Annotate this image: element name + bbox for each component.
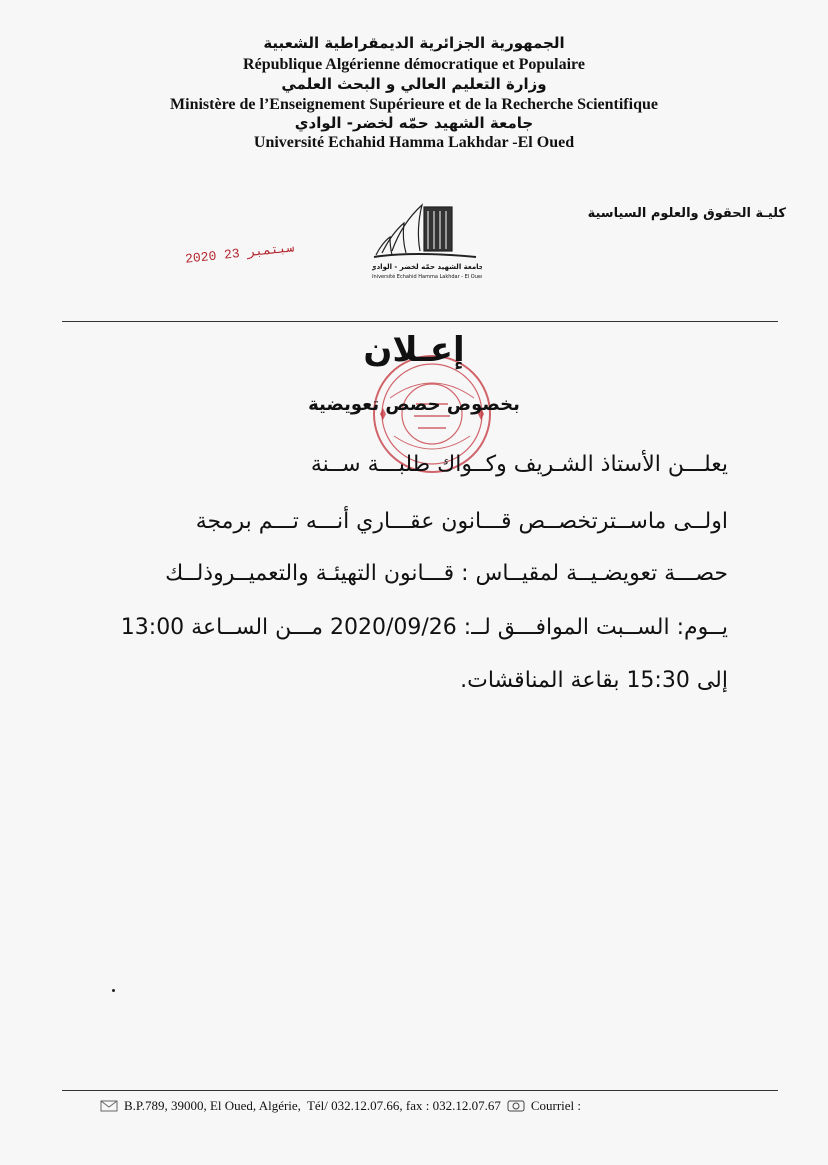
- announcement-line-2: اولــى ماســترتخصــص قـــانون عقـــاري أنـــه تـــم برمجة: [195, 509, 728, 534]
- faculty-name: كليـة الحقوق والعلوم السياسية: [587, 206, 786, 221]
- logo-ar-caption: جامعة الشهيد حمّه لخضر - الوادي: [372, 263, 482, 271]
- header-fr-republic: République Algérienne démocratique et Populaire: [243, 56, 585, 73]
- announcement-subtitle: بخصوص حصص تعويضية: [308, 394, 520, 415]
- announcement-line-4: يــوم: الســبت الموافـــق لــ: 2020/09/26 مـــن الســاعة 13:00: [120, 615, 728, 640]
- announcement-title: إعـلان: [363, 330, 465, 370]
- footer-address: B.P.789, 39000, El Oued, Algérie,: [124, 1098, 301, 1113]
- stray-dot: [112, 989, 115, 992]
- university-logo: [372, 193, 482, 283]
- announcement-line-5: إلى 15:30 بقاعة المناقشات.: [460, 668, 728, 693]
- announcement-line-1: يعلـــن الأستاذ الشـريف وكــواك طلبـــة ســنة: [310, 452, 728, 477]
- header-divider: [62, 321, 778, 322]
- mail-envelope-icon: [100, 1100, 118, 1112]
- footer-divider: [62, 1090, 778, 1091]
- footer-email-label: Courriel :: [530, 1098, 582, 1113]
- header-ar-ministry: وزارة التعليم العالي و البحث العلمي: [281, 75, 547, 93]
- email-icon: [507, 1100, 525, 1112]
- date-stamp: 2020 سبتمبر 23: [184, 240, 295, 267]
- header-ar-republic: الجمهورية الجزائرية الديمقراطية الشعبية: [263, 34, 565, 52]
- footer: [100, 1098, 581, 1114]
- logo-fr-caption: Université Echahid Hamma Lakhdar - El Oued: [372, 274, 482, 280]
- header-fr-university: Université Echahid Hamma Lakhdar -El Oued: [253, 134, 575, 151]
- university-logo-icon: [372, 193, 482, 283]
- footer-phone-fax: Tél/ 032.12.07.66, fax : 032.12.07.67: [306, 1098, 501, 1113]
- announcement-line-3: حصـــة تعويضـيــة لمقيــاس : قـــانون التهيئـة والتعميــروذلــك: [165, 561, 728, 586]
- header-fr-ministry: Ministère de l’Enseignement Supérieure et de la Recherche Scientifique: [170, 96, 658, 113]
- header-ar-university: جامعة الشهيد حمّه لخضر- الوادي: [294, 114, 534, 132]
